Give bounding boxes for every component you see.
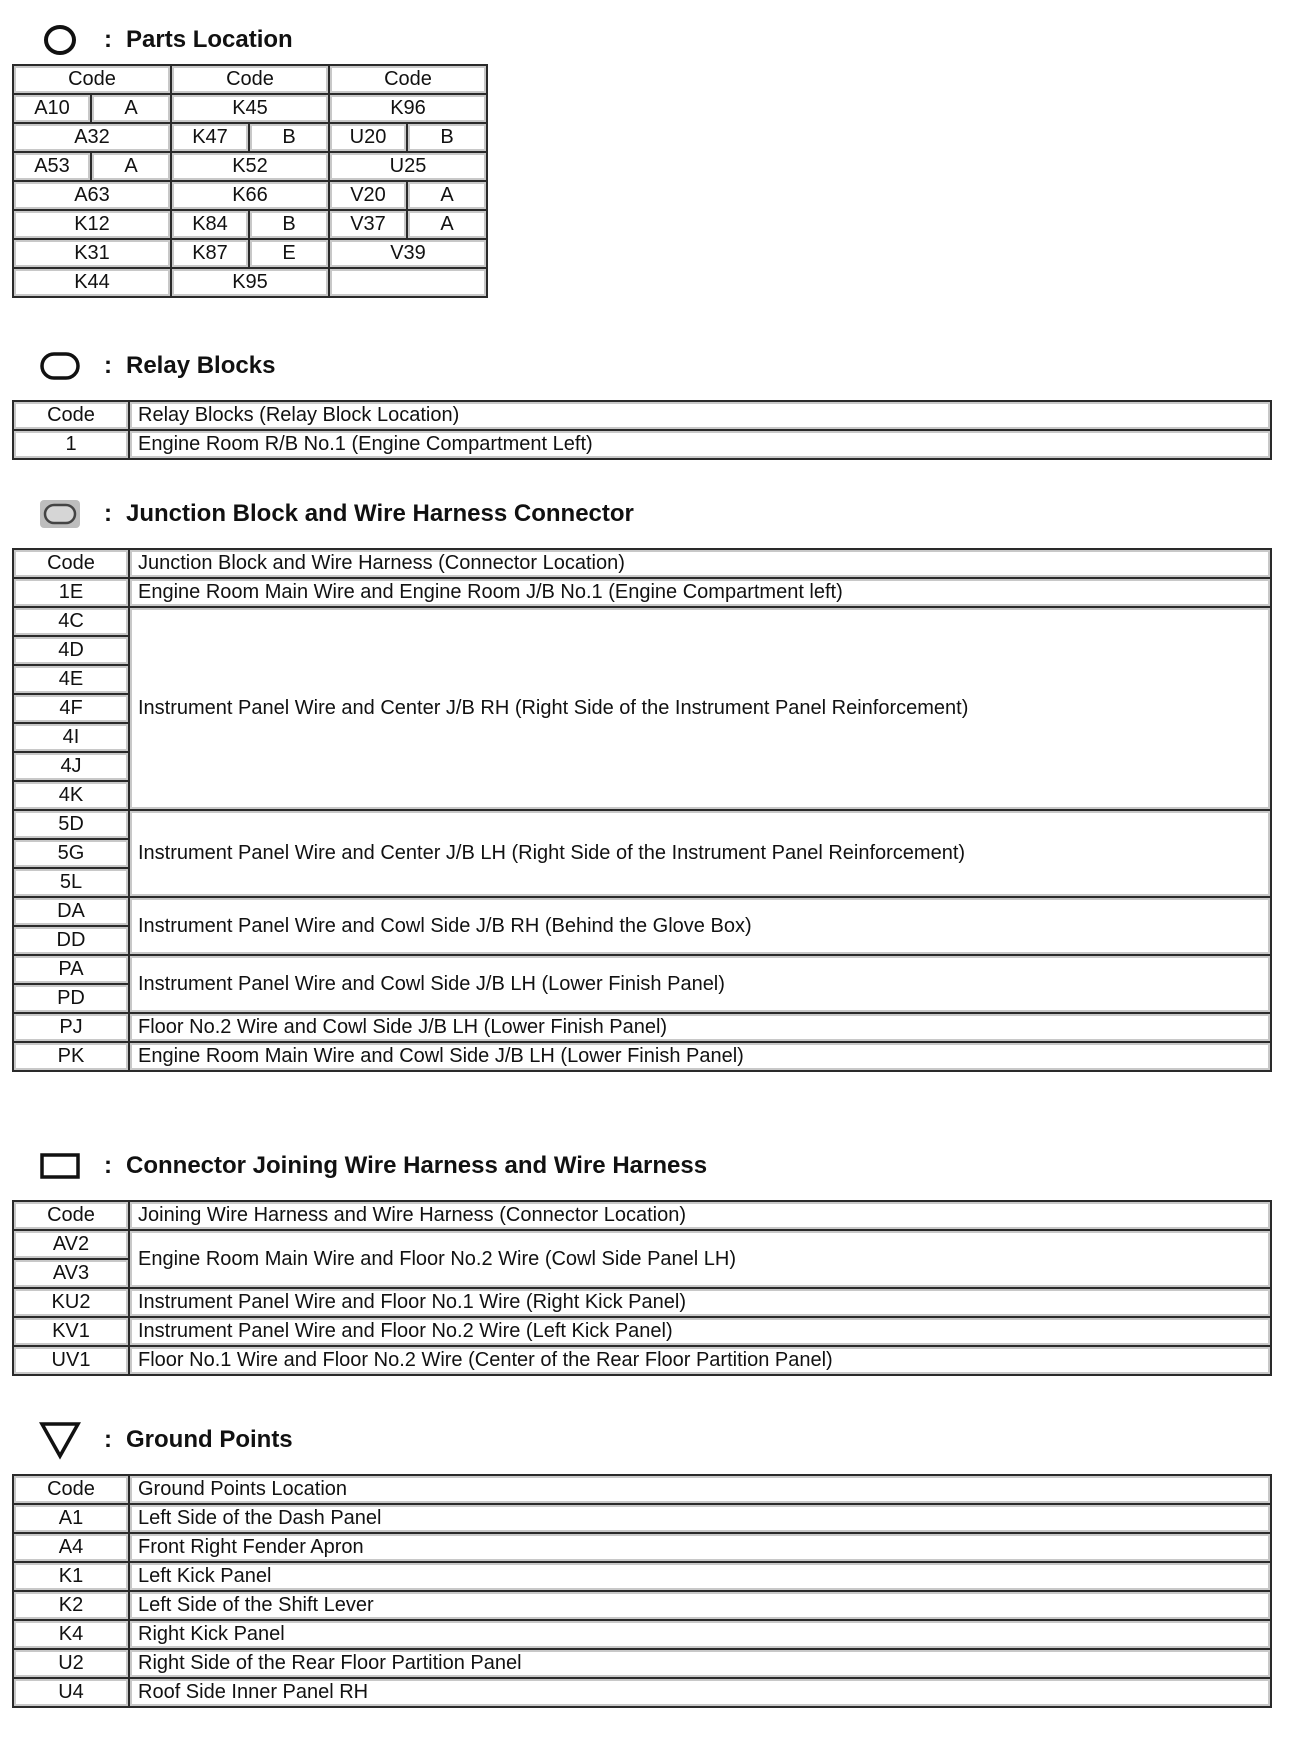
part-subcode-cell: A	[91, 152, 171, 181]
part-code-cell: A63	[13, 181, 171, 210]
part-code-cell: K96	[329, 94, 487, 123]
code-column-header: Code	[13, 401, 129, 430]
table-row	[13, 239, 487, 268]
table-row	[13, 1042, 1271, 1071]
relay-blocks-table	[12, 400, 1272, 460]
location-cell: Right Side of the Rear Floor Partition Panel	[129, 1649, 1271, 1678]
location-cell: Front Right Fender Apron	[129, 1533, 1271, 1562]
part-code-cell: A53	[13, 152, 91, 181]
table-row	[13, 1533, 1271, 1562]
code-cell: K4	[13, 1620, 129, 1649]
table-header-row	[13, 549, 1271, 578]
table-row	[13, 1013, 1271, 1042]
ground-points-heading	[34, 1420, 293, 1460]
code-cell: 5D	[13, 810, 129, 839]
code-column-header: Code	[13, 1475, 129, 1504]
table-row	[13, 1288, 1271, 1317]
code-cell: PJ	[13, 1013, 129, 1042]
connector-joining-table	[12, 1200, 1272, 1376]
parts-location-heading	[34, 20, 293, 60]
code-cell: U4	[13, 1678, 129, 1707]
table-row	[13, 607, 1271, 636]
code-cell: PD	[13, 984, 129, 1013]
table-row	[13, 1678, 1271, 1707]
code-cell: PA	[13, 955, 129, 984]
part-code-cell: U25	[329, 152, 487, 181]
part-code-cell: K12	[13, 210, 171, 239]
shaded-rounded-rectangle-icon	[34, 494, 86, 534]
code-cell: 5G	[13, 839, 129, 868]
table-row	[13, 181, 487, 210]
section-title: Connector Joining Wire Harness and Wire Harness	[126, 1152, 708, 1179]
column-header: Code	[13, 65, 171, 94]
location-cell: Engine Room Main Wire and Cowl Side J/B LH (Lower Finish Panel)	[129, 1042, 1271, 1071]
down-triangle-icon	[34, 1420, 86, 1460]
location-cell: Engine Room Main Wire and Floor No.2 Wire (Cowl Side Panel LH)	[129, 1230, 1271, 1288]
code-cell: PK	[13, 1042, 129, 1071]
location-cell: Engine Room R/B No.1 (Engine Compartment Left)	[129, 430, 1271, 459]
table-row	[13, 1649, 1271, 1678]
table-row	[13, 810, 1271, 839]
part-code-cell: V39	[329, 239, 487, 268]
table-row	[13, 578, 1271, 607]
code-cell: 4K	[13, 781, 129, 810]
location-cell: Instrument Panel Wire and Center J/B LH (Right Side of the Instrument Panel Reinforcement)	[129, 810, 1271, 897]
location-cell: Left Side of the Dash Panel	[129, 1504, 1271, 1533]
part-code-cell: K44	[13, 268, 171, 297]
ground-points-table	[12, 1474, 1272, 1708]
junction-block-table	[12, 548, 1272, 1072]
heading-colon: :	[104, 26, 112, 53]
location-cell: Instrument Panel Wire and Cowl Side J/B LH (Lower Finish Panel)	[129, 955, 1271, 1013]
table-header-row	[13, 65, 487, 94]
location-cell: Engine Room Main Wire and Engine Room J/B No.1 (Engine Compartment left)	[129, 578, 1271, 607]
section-title: Junction Block and Wire Harness Connector	[126, 500, 634, 527]
code-cell: AV2	[13, 1230, 129, 1259]
location-column-header: Ground Points Location	[129, 1475, 1271, 1504]
location-cell: Instrument Panel Wire and Center J/B RH (Right Side of the Instrument Panel Reinforcement)	[129, 607, 1271, 810]
part-subcode-cell: E	[249, 239, 329, 268]
part-code-cell: A10	[13, 94, 91, 123]
location-cell: Right Kick Panel	[129, 1620, 1271, 1649]
table-row	[13, 955, 1271, 984]
table-header-row	[13, 401, 1271, 430]
heading-colon: :	[104, 500, 112, 527]
table-row	[13, 1562, 1271, 1591]
part-code-cell: V37	[329, 210, 407, 239]
part-subcode-cell: A	[407, 181, 487, 210]
table-header-row	[13, 1475, 1271, 1504]
location-cell: Instrument Panel Wire and Floor No.1 Wire (Right Kick Panel)	[129, 1288, 1271, 1317]
part-code-cell: K52	[171, 152, 329, 181]
section-title: Ground Points	[126, 1426, 293, 1453]
location-cell: Left Side of the Shift Lever	[129, 1591, 1271, 1620]
code-cell: 4D	[13, 636, 129, 665]
code-cell: 5L	[13, 868, 129, 897]
location-cell: Floor No.1 Wire and Floor No.2 Wire (Center of the Rear Floor Partition Panel)	[129, 1346, 1271, 1375]
code-cell: AV3	[13, 1259, 129, 1288]
heading-colon: :	[104, 352, 112, 379]
part-code-cell: K84	[171, 210, 249, 239]
code-cell: A4	[13, 1533, 129, 1562]
table-row	[13, 1504, 1271, 1533]
column-header: Code	[329, 65, 487, 94]
part-code-cell: K95	[171, 268, 329, 297]
part-code-cell	[329, 268, 487, 297]
code-cell: UV1	[13, 1346, 129, 1375]
code-cell: K2	[13, 1591, 129, 1620]
code-column-header: Code	[13, 1201, 129, 1230]
table-row	[13, 1591, 1271, 1620]
heading-colon: :	[104, 1426, 112, 1453]
part-code-cell: U20	[329, 123, 407, 152]
code-cell: 4I	[13, 723, 129, 752]
location-cell: Left Kick Panel	[129, 1562, 1271, 1591]
code-column-header: Code	[13, 549, 129, 578]
code-cell: 1	[13, 430, 129, 459]
connector-joining-heading	[34, 1146, 707, 1186]
code-cell: U2	[13, 1649, 129, 1678]
table-row	[13, 1317, 1271, 1346]
location-column-header: Joining Wire Harness and Wire Harness (Connector Location)	[129, 1201, 1271, 1230]
part-code-cell: V20	[329, 181, 407, 210]
table-row	[13, 210, 487, 239]
location-cell: Floor No.2 Wire and Cowl Side J/B LH (Lower Finish Panel)	[129, 1013, 1271, 1042]
code-cell: 4C	[13, 607, 129, 636]
section-title: Parts Location	[126, 26, 293, 53]
code-cell: A1	[13, 1504, 129, 1533]
table-row	[13, 268, 487, 297]
location-column-header: Junction Block and Wire Harness (Connector Location)	[129, 549, 1271, 578]
part-subcode-cell: A	[407, 210, 487, 239]
code-cell: 4J	[13, 752, 129, 781]
part-subcode-cell: A	[91, 94, 171, 123]
table-row	[13, 430, 1271, 459]
part-code-cell: K45	[171, 94, 329, 123]
code-cell: KU2	[13, 1288, 129, 1317]
code-cell: DD	[13, 926, 129, 955]
code-cell: 4F	[13, 694, 129, 723]
code-cell: 1E	[13, 578, 129, 607]
code-cell: 4E	[13, 665, 129, 694]
heading-colon: :	[104, 1152, 112, 1179]
code-cell: DA	[13, 897, 129, 926]
location-column-header: Relay Blocks (Relay Block Location)	[129, 401, 1271, 430]
code-cell: KV1	[13, 1317, 129, 1346]
location-cell: Instrument Panel Wire and Cowl Side J/B RH (Behind the Glove Box)	[129, 897, 1271, 955]
table-row	[13, 123, 487, 152]
table-row	[13, 152, 487, 181]
parts-location-table	[12, 64, 488, 298]
relay-blocks-heading	[34, 346, 275, 386]
part-code-cell: K66	[171, 181, 329, 210]
code-cell: K1	[13, 1562, 129, 1591]
part-code-cell: A32	[13, 123, 171, 152]
part-code-cell: K47	[171, 123, 249, 152]
part-code-cell: K87	[171, 239, 249, 268]
junction-block-heading	[34, 494, 634, 534]
table-row	[13, 897, 1271, 926]
part-code-cell: K31	[13, 239, 171, 268]
table-row	[13, 1620, 1271, 1649]
location-cell: Instrument Panel Wire and Floor No.2 Wire (Left Kick Panel)	[129, 1317, 1271, 1346]
column-header: Code	[171, 65, 329, 94]
table-header-row	[13, 1201, 1271, 1230]
rectangle-icon	[34, 1146, 86, 1186]
location-cell: Roof Side Inner Panel RH	[129, 1678, 1271, 1707]
table-row	[13, 94, 487, 123]
part-subcode-cell: B	[407, 123, 487, 152]
part-subcode-cell: B	[249, 210, 329, 239]
section-title: Relay Blocks	[126, 352, 276, 379]
table-row	[13, 1230, 1271, 1259]
table-row	[13, 1346, 1271, 1375]
circle-icon	[34, 20, 86, 60]
rounded-rectangle-icon	[34, 346, 86, 386]
part-subcode-cell: B	[249, 123, 329, 152]
